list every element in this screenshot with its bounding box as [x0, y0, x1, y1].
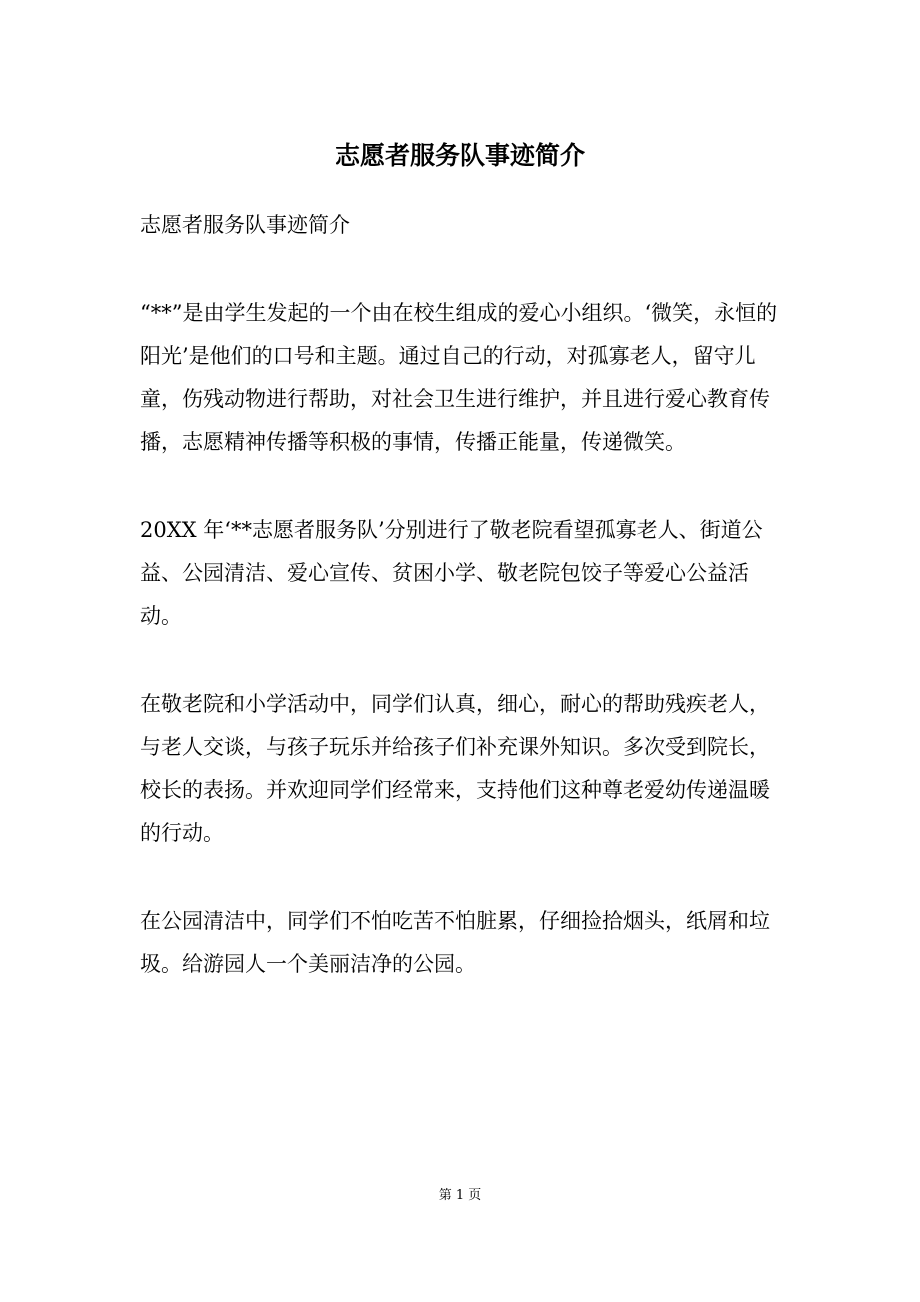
paragraph-nursing-home: 在敬老院和小学活动中，同学们认真，细心，耐心的帮助残疾老人，与老人交谈，与孩子玩乐并给孩子们补充课外知识。多次受到院长，校长的表扬。并欢迎同学们经常来，支持他们这种尊老爱幼传递温暖的行动。 — [140, 692, 770, 845]
paragraph-introduction: “**”是由学生发起的一个由在校生组成的爱心小组织。‘微笑，永恒的阳光’是他们的口号和主题。通过自己的行动，对孤寡老人，留守儿童，伤残动物进行帮助，对社会卫生进行维护，并且进行爱心教育传播，志愿精神传播等积极的事情，传播正能量，传递微笑。 — [140, 301, 778, 454]
paragraph-park-cleaning: 在公园清洁中，同学们不怕吃苦不怕脏累，仔细捡拾烟头，纸屑和垃圾。给游园人一个美丽洁净的公园。 — [140, 909, 770, 976]
paragraph-activities: 20XX 年‘**志愿者服务队’分别进行了敬老院看望孤寡老人、街道公益、公园清洁、爱心宣传、贫困小学、敬老院包饺子等爱心公益活动。 — [140, 518, 763, 628]
document-body — [140, 204, 780, 1031]
paragraph-subtitle: 志愿者服务队事迹简介 — [140, 213, 350, 237]
page-number: 第 1 页 — [438, 1188, 482, 1203]
document-title: 志愿者服务队事迹简介 — [334, 141, 585, 170]
